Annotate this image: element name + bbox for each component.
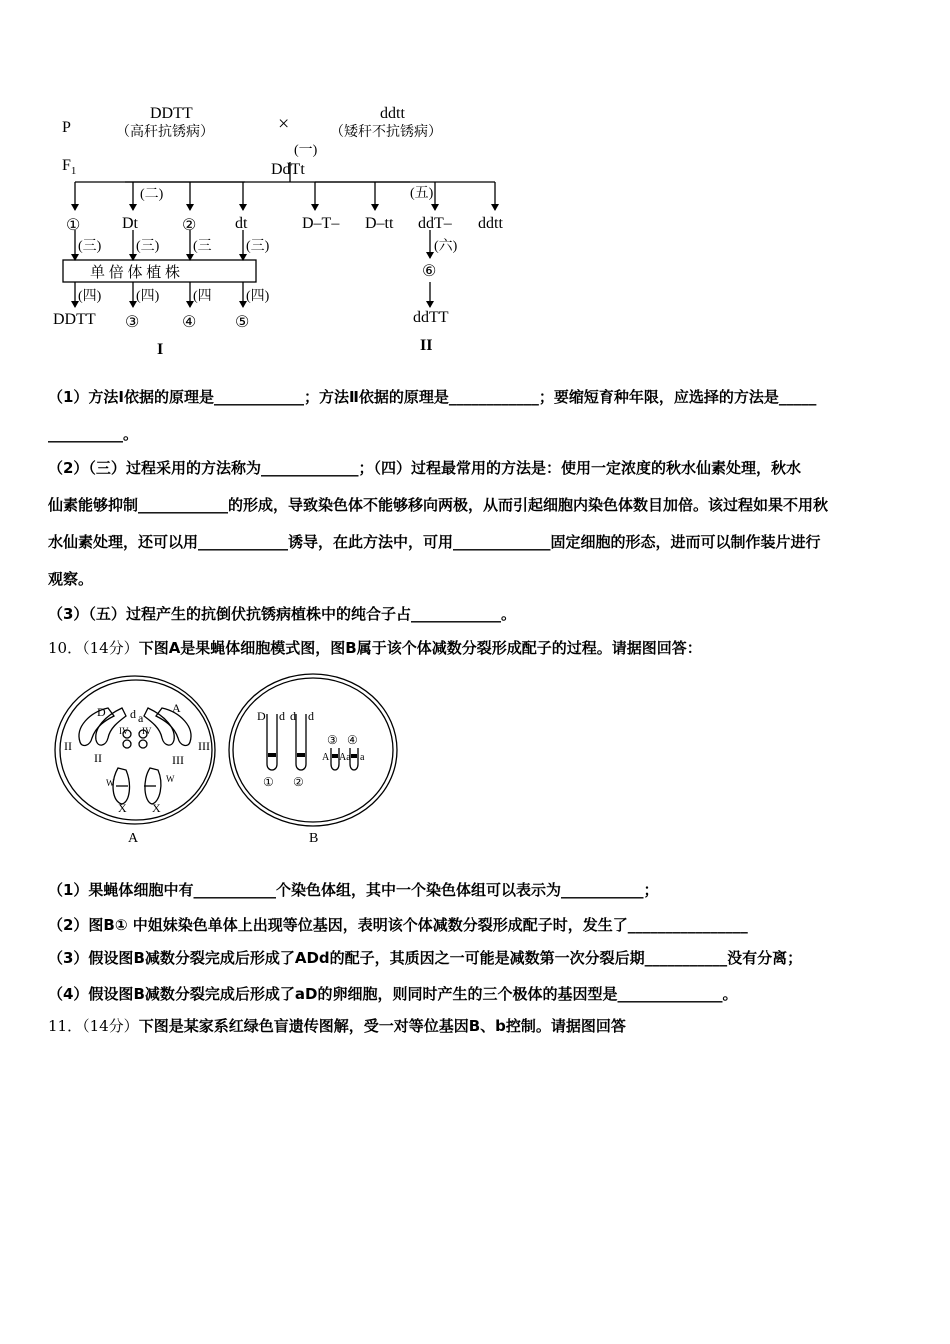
q9-line-7: （3）（五）过程产生的抗倒伏抗锈病植株中的纯合子占____________。 [48,605,516,623]
q9-line-5: 水仙素处理，还可以用____________诱导，在此方法中，可用_____________固定细胞的形态，进而可以制作装片进行 [48,533,821,551]
step-6-label: (六) [434,239,458,254]
cellA-label: W [106,778,115,788]
step-3-label: (三 [193,239,212,254]
left-item-3: ② [182,217,197,234]
right-item-3: ddT– [418,215,452,232]
cellB-label: d [290,709,296,723]
q9-line-6: 观察。 [48,570,94,588]
cellB-label: d [308,709,314,723]
step-4-label: (四) [78,289,102,304]
step-1-label: (一) [294,143,318,158]
right-num: ⑥ [422,263,437,280]
left-result-4: ⑤ [235,314,250,331]
cellA-label: X [152,801,161,815]
fruit-fly-cell-diagram [50,672,410,852]
cellB-label: ③ [327,733,338,747]
cellA-label: W [166,774,175,784]
step-5-label: (五) [410,186,434,201]
left-result-3: ④ [182,314,197,331]
step-3-label: (三) [246,239,270,254]
cellB-label: A [322,752,330,763]
left-item-2: Dt [122,215,138,232]
cellA-label: a [138,711,144,725]
right-item-1: D–T– [302,215,340,232]
step-3-label: (三) [78,239,102,254]
cellB-label: ① [263,775,274,789]
q11-title: 下图是某家系红绿色盲遗传图解，受一对等位基因B、b控制。请据图回答 [138,1017,626,1035]
method-II-label: II [420,337,433,354]
q9-line-3: （2）（三）过程采用的方法称为_____________；（四）过程最常用的方法是：使用一定浓度的秋水仙素处理，秋水 [48,459,801,477]
parent1-genotype: DDTT [150,105,193,122]
label-F1: $F_1$ [62,157,77,177]
step-4-label: (四) [246,289,270,304]
parent2-genotype: ddtt [380,105,405,122]
haploid-box-label: 单 倍 体 植 株 [90,265,181,281]
method-I-label: I [157,341,164,358]
q10-line-4: （4）假设图B减数分裂完成后形成了aD的卵细胞，则同时产生的三个极体的基因型是______________。 [48,985,738,1003]
cellA-label: IV [119,726,129,736]
q10-line-1: （1）果蝇体细胞中有___________个染色体组，其中一个染色体组可以表示为___________； [48,881,659,899]
cellA-label: X [118,801,127,815]
q11-number: 11．（14分） [48,1017,139,1035]
left-item-1: ① [66,217,81,234]
caption-A: A [128,831,139,846]
caption-B: B [309,831,319,846]
q9-line-2: __________。 [48,425,139,443]
cellB-label: D [257,709,266,723]
q10-number: 10．（14分） [48,639,139,657]
step-2-label: (二) [140,187,164,202]
cellA-label: III [198,739,210,753]
q9-line-4: 仙素能够抑制____________的形成，导致染色体不能够移向两极，从而引起细胞内染色体数目加倍。该过程如果不用秋 [48,496,829,514]
step-3-label: (三) [136,239,160,254]
step-4-label: (四) [136,289,160,304]
cellA-label: d [130,707,136,721]
parent1-desc: （高秆抗锈病） [116,125,214,140]
left-result-2: ③ [125,314,140,331]
cellB-label: ④ [347,733,358,747]
cellA-label: A [172,701,181,715]
q10-title: 下图A是果蝇体细胞模式图，图B属于该个体减数分裂形成配子的过程。请据图回答： [138,639,702,657]
cellB-label: d [279,709,285,723]
cellA-label: III [172,753,184,767]
q10-line-2: （2）图B① 中姐妹染色单体上出现等位基因，表明该个体减数分裂形成配子时，发生了________________ [48,916,748,934]
cellB-label: Aa [339,752,351,763]
right-item-2: D–tt [365,215,394,232]
right-item-4: ddtt [478,215,503,232]
f1-genotype: DdTt [271,161,305,178]
right-result: ddTT [413,309,449,326]
left-item-4: dt [235,215,248,232]
breeding-diagram [50,100,520,365]
cellA-label: II [94,751,102,765]
q10-line-3: （3）假设图B减数分裂完成后形成了ADd的配子，其质因之一可能是减数第一次分裂后期___________没有分离； [48,949,803,967]
parent2-desc: （矮秆不抗锈病） [330,125,442,140]
cellB-label: a [360,752,365,763]
cross-symbol: × [278,113,290,135]
cellB-label: ② [293,775,304,789]
q10-heading [48,637,702,658]
cellA-label: D [97,705,106,719]
cellA-label: II [64,739,72,753]
left-result-1: DDTT [53,311,96,328]
step-4-label: (四 [193,289,212,304]
label-P: P [62,119,71,136]
q9-line-1: （1）方法Ⅰ依据的原理是____________；方法Ⅱ依据的原理是____________；要缩短育种年限，应选择的方法是_____ [48,388,817,406]
cellA-label: IV [142,726,152,736]
q11-heading [48,1015,626,1036]
